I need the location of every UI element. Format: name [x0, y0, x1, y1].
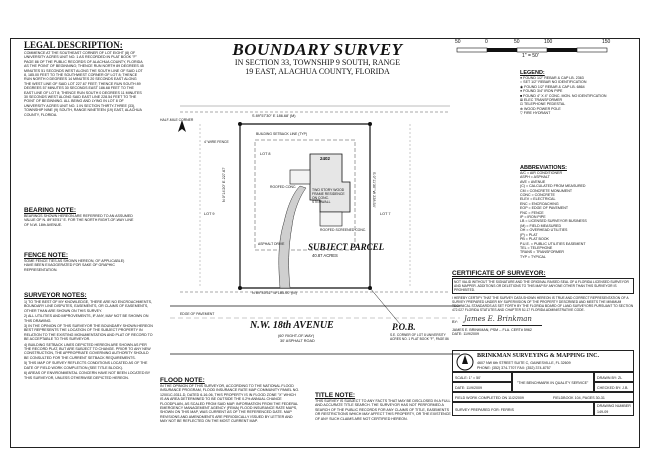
abbreviations: [520, 165, 630, 259]
surveyor-name-line: JAMES E. BRINKMAN, PSM -- FLA. CERT# 5962: [452, 328, 532, 332]
signature-rule: [462, 325, 542, 326]
surveyor-note-item: 2) ALL UTILITIES AND IMPROVEMENTS, IF ANY, MAY NOT BE SHOWN ON THIS DRAWING.: [24, 314, 149, 323]
abbreviation-item: TYP = TYPICAL: [520, 254, 546, 259]
checked-by-cell: [594, 382, 634, 392]
east-bearing-label: S 0°11'30" W 228.54': [372, 172, 376, 208]
scale-bar: [452, 40, 632, 62]
legend-item: ⊕ WOOD POWER POLE: [520, 106, 561, 111]
plat-drawing: [160, 92, 460, 372]
surveyor-note-item: 3) IN THE OPINION OF THIS SURVEYOR THE BOUNDARY SHOWN HEREON BEST REPRESENTS THE LOCATION OF THE SUBJECT PROPERTY IN RELATION TO THE EXISTING MONUMENTATION AND PLAT OF RECORD TO BE ACCEPTABLE TO THIS SURVEYOR.: [24, 324, 153, 342]
firm-logo-icon: [455, 352, 475, 372]
firm-phone: PHONE: (352) 374-7707 FAX: (352) 374-8757: [477, 366, 551, 370]
scale-tick-3: 100: [544, 39, 553, 45]
pob-description: S.E. CORNER OF LOT 8 UNIVERSITY ACRES NO. 1 PLAT BOOK "F", PAGE 86: [390, 333, 449, 341]
abbreviation-item: ELEV = ELECTRICAL: [520, 197, 556, 202]
legend-item: ▽ FIRE HYDRANT: [520, 111, 551, 116]
legend: [520, 70, 630, 116]
abbreviation-item: EOP = EDGE OF PAVEMENT: [520, 206, 569, 211]
drawing-number-cell: [594, 402, 634, 416]
surveyor-notes-title: SURVEYOR NOTES:: [24, 292, 87, 299]
survey-subtitle-line-2: 19 EAST, ALACHUA COUNTY, FLORIDA: [245, 67, 390, 76]
date-cell: [452, 382, 512, 392]
bearing-note-text: BEARINGS SHOWN HEREON ARE REFERRED TO AN ASSUMED VALUE OF N. 89°45'51" E. FOR THE NORTH RIGHT-OF-WAY LINE OF N.W. 18th AVENUE.: [24, 214, 134, 227]
north-bearing-label: S 89°57'30" E 186.68' (M): [252, 114, 296, 118]
flood-note-title: FLOOD NOTE:: [160, 377, 205, 384]
abbreviation-item: (M) = FIELD MEASURED: [520, 223, 562, 228]
title-note-title: TITLE NOTE:: [315, 392, 356, 399]
scale-tick-4: 150: [602, 39, 611, 45]
surveyor-note-item: 4) BUILDING SETBACK LINES DEPICTED HEREON ARE SHOWN AS PER THE RECORD PLAT, BUT ARE SUBJECT TO CHANGE. PRIOR TO ANY NEW CONSTRUCTION, THE APPROPRIATE GOVERNING AUTHORITY SHOULD BE CONSULTED FOR THE CURRENT SETBACK REQUIREMENTS.: [24, 342, 151, 360]
fieldbook-value: FIELDBOOK 104, PAGES 30-31: [553, 396, 605, 400]
bearing-note-title: BEARING NOTE:: [24, 207, 76, 214]
abbreviation-item: CONC = CONCRETE: [520, 193, 555, 198]
firm-header-cell: [452, 350, 634, 372]
abbreviation-item: OH = OVERHEAD UTILITIES: [520, 228, 568, 233]
abbreviation-item: TRANS = TRANSFORMER: [520, 250, 564, 255]
abbreviation-item: IP = IRON PIPE: [520, 215, 546, 220]
street-name-label: N.W. 18th AVENUE: [250, 320, 334, 331]
lot-8-label: LOT 8: [260, 152, 271, 156]
asphalt-driveway: [279, 186, 306, 288]
fence-note: [24, 252, 134, 272]
flood-note-text: IN THE OPINION OF THIS SURVEYOR, ACCORDING TO THE NATIONAL FLOOD INSURANCE PROGRAM, FLOOD INSURANCE RATE MAP COMMUNITY PANEL NO. 12001C-0311-D, DATED 6-16-06, THIS PROPERTY IS IN FLOOD ZONE "X" WHICH IS AN AREA DETERMINED TO BE OUTSIDE THE 0.2% ANNUAL CHANCE FLOODPLAIN, AS SCALED FROM SAID MAP. INFORMATION FROM THE FEDERAL EMERGENCY MANAGEMENT AGENCY (FEMA) FLOOD INSURANCE RATE MAPS, SHOWN ON THIS MAP, WAS CURRENT AS OF THE REFERENCED DATE. MAP REVISIONS AND AMENDMENTS ARE PERIODICALLY ISSUED BY LETTER AND MAY NOT BE REFLECTED ON THE MOST CURRENT MAP.: [160, 384, 300, 424]
drawn-by-cell: [594, 372, 634, 382]
fence-note-title: FENCE NOTE:: [24, 252, 69, 259]
certificate-title: CERTIFICATE OF SURVEYOR:: [452, 270, 546, 277]
scale-tick-2: 50: [514, 39, 520, 45]
surveyor-notes: [24, 292, 154, 380]
surveyor-signature: James E. Brinkman: [464, 315, 532, 323]
screened-porch-label: ROOFED SCREENED CONC.: [320, 228, 367, 232]
scale-cell: [452, 372, 512, 382]
certificate-body: I HEREBY CERTIFY THAT THE SURVEY DATA SHOWN HEREON IS TRUE AND CORRECT REPRESENTATION OF A SURVEY PREPARED UNDER MY SUPERVISION OF THE PROPERTY DESCRIBED AND MEETS THE MINIMUM TECHNICAL STANDARDS AS SET FORTH BY THE FLORIDA BOARD OF LAND SURVEYORS PURSUANT TO SECTION 472.027 FLORIDA STATUTES AND CHAPTER 5J-17 FLORIDA ADMINISTRATIVE CODE.: [452, 296, 634, 312]
abbreviation-item: (P) = PLAT: [520, 232, 538, 237]
sw-corner-marker: [238, 286, 242, 290]
scale-tick-0: 50: [455, 39, 461, 45]
scale-label: 1" = 50': [522, 53, 539, 59]
certificate-warning: NOT VALID WITHOUT THE SIGNATURE AND THE ORIGINAL RAISED SEAL OF A FLORIDA LICENSED SURVEYOR AND MAPPER. ADDITIONS OR DELETIONS TO THIS MAP BY ANYONE OTHER THAN THIS SURVEYOR IS PROHIBITED.: [452, 278, 634, 294]
legend-item: ● FOUND 1/2" REBAR & CAP LB. 2363: [520, 76, 584, 80]
abbreviation-item: TEL = TELEPHONE: [520, 245, 553, 250]
abbreviation-item: ASPH = ASPHALT: [520, 175, 550, 180]
prepared-for-value: SURVEY PREPARED FOR: FERRIS: [455, 408, 514, 412]
lot-7-label: LOT 7: [380, 212, 391, 216]
abbreviation-item: ENC = ENCROACHING: [520, 201, 559, 206]
legal-description-title: LEGAL DESCRIPTION:: [24, 40, 123, 50]
house-number: 2402: [320, 156, 331, 161]
legend-title: LEGEND:: [520, 70, 545, 76]
title-note-text: THIS SURVEY IS SUBJECT TO ANY FACTS THAT MAY BE DISCLOSED IN A FULL AND ACCURATE TITLE SEARCH. THE SURVEYOR HAS NOT PERFORMED A SEARCH OF THE PUBLIC RECORDS FOR ANY CLAIMS OF TITLE, EASEMENTS OR RESTRICTIONS WHICH MAY AFFECT THIS PROPERTY, OR THE EXISTENCE OF ANY SUCH CLAIMS ARE NOT CERTIFIED HEREON.: [315, 399, 451, 421]
abbreviation-item: A/C = AIR CONDITIONER: [520, 171, 563, 175]
survey-subtitle-line-1: IN SECTION 33, TOWNSHIP 9 SOUTH, RANGE: [234, 58, 401, 67]
scale-value: SCALE: 1" = 50': [455, 376, 481, 380]
survey-title: BOUNDARY SURVEY: [232, 40, 403, 59]
field-work-cell: [452, 392, 634, 402]
flood-note: [160, 377, 300, 424]
legend-item: ⊠ ELEC TRANSFORMER: [520, 98, 563, 103]
building-setback-label: BUILDING SETBACK LINE (TYP): [256, 132, 308, 136]
abbreviation-item: CM = CONCRETE MONUMENT: [520, 188, 573, 193]
ne-corner-marker: [368, 122, 372, 126]
wire-fence-label: 4' WIRE FENCE: [204, 140, 229, 144]
legend-item: ■ FOUND 4" X 4" CONC. MON. NO IDENTIFICATION: [520, 93, 607, 98]
checked-by-value: CHECKED BY: J.B.: [597, 386, 629, 390]
prepared-for-cell: [452, 402, 594, 416]
scale-tick-1: 0: [485, 39, 488, 45]
drawing-number-value: 149-09: [597, 410, 609, 414]
certificate-of-surveyor: [452, 270, 634, 337]
screened-porch: [320, 212, 342, 226]
legend-item: ○ SET 1/2" REBAR NO IDENTIFICATION: [520, 80, 587, 85]
street-row-label: (60' RIGHT-OF-WAY): [278, 334, 315, 338]
firm-motto: "THE BENCHMARK IN QUALITY SERVICE": [517, 381, 589, 385]
date-value: DATE: 11/9/2009: [455, 386, 483, 390]
surveyor-note-item: 1) TO THE BEST OF MY KNOWLEDGE, THERE ARE NO ENCROACHMENTS, BOUNDARY LINE DISPUTES, EASEMENTS, OR CLAIMS OF EASEMENTS, OTHER THAN ARE SHOWN ON THIS SURVEY.: [24, 300, 153, 313]
half-mile-corner-label: HALF-MILE CORNER: [160, 118, 194, 122]
certificate-date: DATE: 11/9/2009: [452, 332, 480, 337]
motto-cell: [512, 372, 594, 392]
south-bearing-label: N 89°45'51" W 185.00' (M): [252, 291, 297, 295]
roofed-porch-label: ROOFED CONC.: [270, 185, 297, 189]
roofed-porch: [290, 170, 310, 184]
fence-note-text: SOME FENCE TIES AS SHOWN HEREON, OF APPLICABLE) HAVE BEEN EXAGGERATED FOR SAKE OF GRAPHIC REPRESENTATION.: [24, 259, 125, 272]
firm-name: BRINKMAN SURVEYING & MAPPING INC.: [477, 353, 599, 359]
abbreviation-item: P.U.E. = PUBLIC UTILITIES EASEMENT: [520, 241, 586, 246]
abbreviation-item: PB = PLAT BOOK: [520, 237, 549, 242]
subject-parcel-label: SUBJECT PARCEL: [308, 242, 385, 252]
drawing-number-label: DRAWING NUMBER: [597, 404, 631, 408]
title-block: [452, 350, 634, 445]
lot-9-label: LOT 9: [204, 212, 215, 216]
west-bearing-label: N 0°14'20" E 227.67': [222, 167, 226, 202]
legend-item: ◉ FOUND 1/2" REBAR & CAP LB. 6864: [520, 84, 585, 89]
legal-description-text: COMMENCE AT THE SOUTHEAST CORNER OF LOT EIGHT (8) OF UNIVERSITY ACRES UNIT NO. 1 AS RECORDED IN PLAT BOOK "F" PAGE 86 OF THE PUBLIC RECORDS OF ALACHUA COUNTY, FLORIDA AS THE POINT OF BEGINNING; THENCE RUN NORTH 89 DEGREES 45 MINUTES 51 SECONDS WEST ALONG THE SOUTH LINE OF SAID LOT 8, 185.00 FEET TO THE SOUTHWEST CORNER OF LOT 8; THENCE RUN NORTH 0 DEGREES 14 MINUTES 20 SECONDS EAST ALONG THE WEST LINE OF SAID LOT 227.67 FEET; THENCE RUN SOUTH 89 DEGREES 57 MINUTES 30 SECONDS EAST 186.68 FEET TO THE EAST LINE OF LOT 8; THENCE RUN SOUTH 0 DEGREES 11 MINUTES 30 SECONDS WEST ALONG SAID EAST LINE 228.54 FEET TO THE POINT OF BEGINNING. ALL BEING AND LYING IN LOT 8 OF UNIVERSITY ACRES UNIT NO. 1 IN SECTION THIRTY-THREE (33), TOWNSHIP NINE (9) SOUTH, RANGE NINETEEN (19) EAST, ALACHUA COUNTY, FLORIDA.: [24, 51, 144, 117]
firm-address: 4607 NW 6th STREET SUITE C, GAINESVILLE, FL 32609: [477, 361, 571, 365]
surveyor-note-item: 5) THIS MAP OF SURVEY REFLECTS CONDITIONS LOCATED AS OF THE DATE OF FIELD WORK COMPLETION (SEE TITLE BLOCK).: [24, 361, 148, 370]
legend-item: ● FOUND 3/4" IRON PIPE: [520, 89, 563, 94]
street-surface-label: 30' ASPHALT ROAD: [280, 339, 315, 343]
parcel-area-label: 40.87 ACRES: [312, 253, 338, 258]
abbreviations-title: ABBREVIATIONS:: [520, 165, 567, 171]
edge-of-pavement-label: EDGE OF PAVEMENT: [180, 312, 215, 316]
nw-corner-marker: [238, 122, 242, 126]
abbreviation-item: FNC = FENCE: [520, 210, 544, 215]
house-label: TWO STORY WOOD FRAME RESIDENCE ON CONC. STEMWALL: [312, 188, 345, 204]
title-note: [315, 392, 455, 421]
pob-label: P.O.B.: [392, 322, 416, 332]
driveway-label: ASPHALT DRIVE: [258, 242, 285, 246]
legend-item: ⊡ TELEPHONE PEDESTAL: [520, 102, 566, 107]
signature-by-label: BY:: [452, 320, 458, 324]
drawn-by-value: DRAWN BY: ZL: [597, 376, 623, 380]
signature-line: [452, 314, 634, 328]
surveyor-note-item: 6) AREAS OF ENVIRONMENTAL CONCERN HAVE NOT BEEN LOCATED BY THIS SURVEYOR, UNLESS OTHERWISE DEPICTED HEREON.: [24, 371, 151, 380]
abbreviation-item: AVE = AVENUE: [520, 179, 546, 184]
bearing-note: [24, 207, 134, 227]
abbreviation-item: LB = LICENSED SURVEYOR BUSINESS: [520, 219, 587, 224]
field-work-value: FIELD WORK COMPLETED ON 11/2/2009: [455, 396, 524, 400]
abbreviation-item: (C) = CALCULATED FROM MEASURED: [520, 184, 586, 189]
